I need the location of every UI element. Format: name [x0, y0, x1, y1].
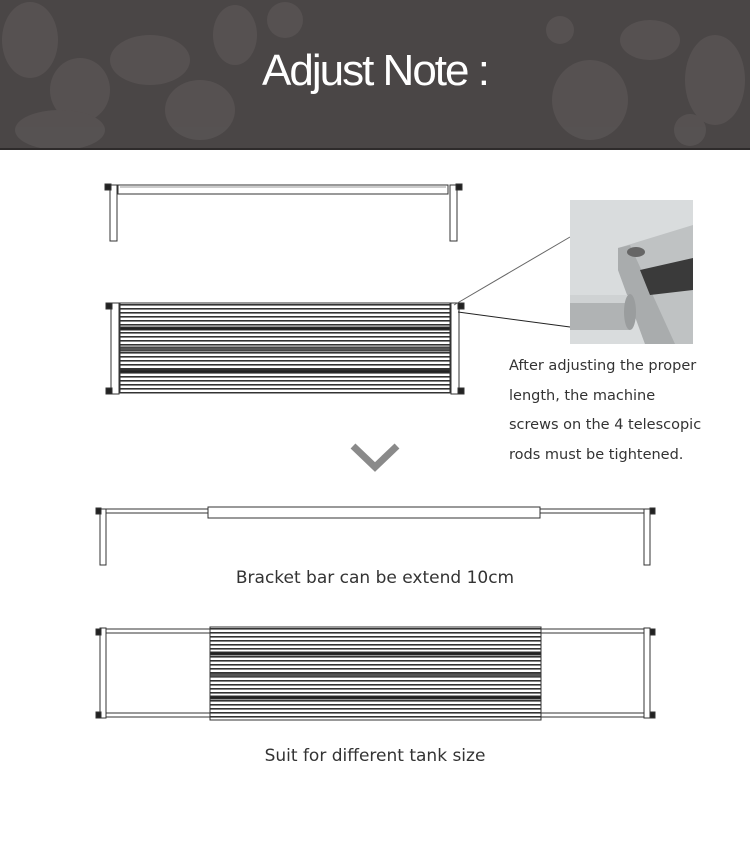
- note-line: rods must be tightened.: [509, 446, 684, 463]
- chevron-down-icon: [353, 446, 397, 467]
- top-view-extended: [96, 627, 655, 720]
- caption-extend: Bracket bar can be extend 10cm: [235, 568, 515, 588]
- caption-tank-size: Suit for different tank size: [264, 746, 486, 766]
- page-title: Adjust Note :: [262, 46, 488, 95]
- side-view-extended: [96, 507, 655, 565]
- adjust-note-text: [509, 352, 709, 470]
- rod-closeup-illustration: [570, 200, 693, 344]
- note-line: After adjusting the proper: [509, 358, 697, 374]
- side-view-collapsed: [105, 184, 462, 241]
- top-view-collapsed: [106, 303, 464, 394]
- note-line: screws on the 4 telescopic: [509, 417, 702, 433]
- detail-photo: [570, 200, 693, 344]
- note-line: length, the machine: [509, 387, 656, 404]
